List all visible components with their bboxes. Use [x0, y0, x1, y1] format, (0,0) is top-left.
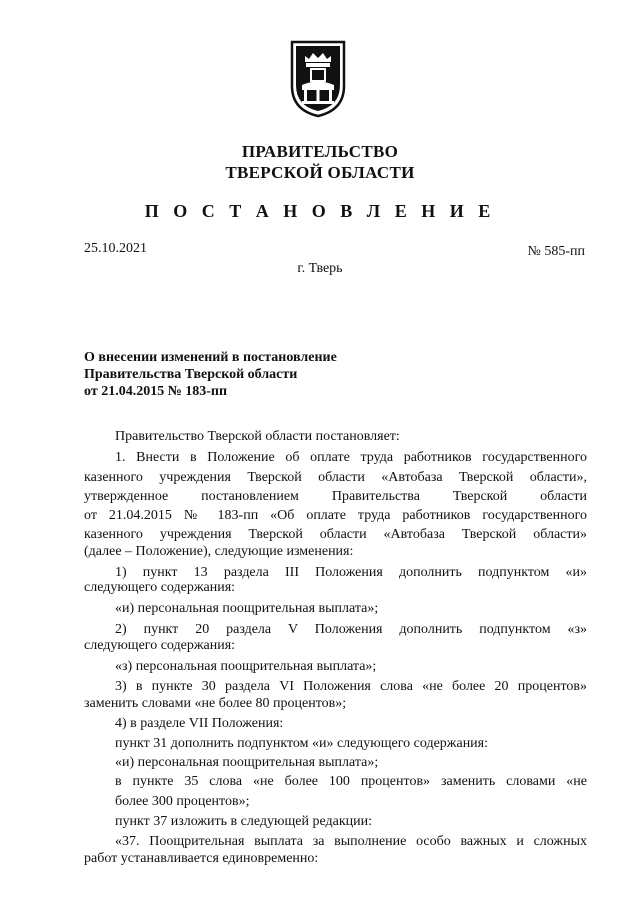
- document-type-title: П О С Т А Н О В Л Е Н И Е: [144, 201, 496, 221]
- body-line: «и) персональная поощрительная выплата»;: [115, 755, 379, 770]
- body-line: 2) пункт 20 раздела V Положения дополнить подпунктом «з»: [115, 622, 587, 637]
- body-line: 4) в разделе VII Положения:: [115, 716, 284, 731]
- body-line: (далее – Положение), следующие изменения:: [84, 544, 354, 559]
- body-line: «з) персональная поощрительная выплата»;: [115, 659, 377, 674]
- document-subject: [84, 349, 337, 400]
- body-line: заменить словами «не более 80 процентов»;: [84, 696, 347, 711]
- body-line: в пункте 35 слова «не более 100 процентов» заменить словами «не: [115, 774, 587, 789]
- coat-of-arms-icon: [288, 38, 348, 118]
- body-line: следующего содержания:: [84, 638, 236, 653]
- document-date: 25.10.2021: [84, 241, 147, 256]
- body-line: от 21.04.2015 № 183-пп «Об оплате труда работников государственного: [84, 508, 587, 523]
- body-line: 3) в пункте 30 раздела VI Положения слова «не более 20 процентов»: [115, 679, 587, 694]
- body-line: более 300 процентов»;: [115, 794, 250, 809]
- body-line: 1. Внести в Положение об оплате труда работников государственного: [115, 450, 587, 465]
- document-number: № 585-пп: [527, 244, 585, 259]
- body-line: работ устанавливается единовременно:: [84, 851, 319, 866]
- government-name-line2: ТВЕРСКОЙ ОБЛАСТИ: [225, 163, 415, 182]
- body-line: казенного учреждения Тверской области «Автобаза Тверской области»: [84, 527, 587, 542]
- subject-line: Правительства Тверской области: [84, 367, 298, 382]
- subject-line: О внесении изменений в постановление: [84, 350, 337, 365]
- document-city: г. Тверь: [297, 261, 343, 276]
- body-line: «и) персональная поощрительная выплата»;: [115, 601, 379, 616]
- body-line: «37. Поощрительная выплата за выполнение особо важных и сложных: [115, 834, 587, 849]
- body-line: утвержденное постановлением Правительства Тверской области: [84, 489, 587, 504]
- government-name-line1: ПРАВИТЕЛЬСТВО: [241, 142, 399, 161]
- body-line: 1) пункт 13 раздела III Положения дополнить подпунктом «и»: [115, 565, 587, 580]
- body-line: пункт 37 изложить в следующей редакции:: [115, 814, 372, 829]
- body-line: казенного учреждения Тверской области «Автобаза Тверской области»,: [84, 470, 587, 485]
- body-line: Правительство Тверской области постановляет:: [115, 429, 400, 444]
- subject-line: от 21.04.2015 № 183-пп: [84, 384, 228, 399]
- body-line: следующего содержания:: [84, 580, 236, 595]
- body-line: пункт 31 дополнить подпунктом «и» следующего содержания:: [115, 736, 489, 751]
